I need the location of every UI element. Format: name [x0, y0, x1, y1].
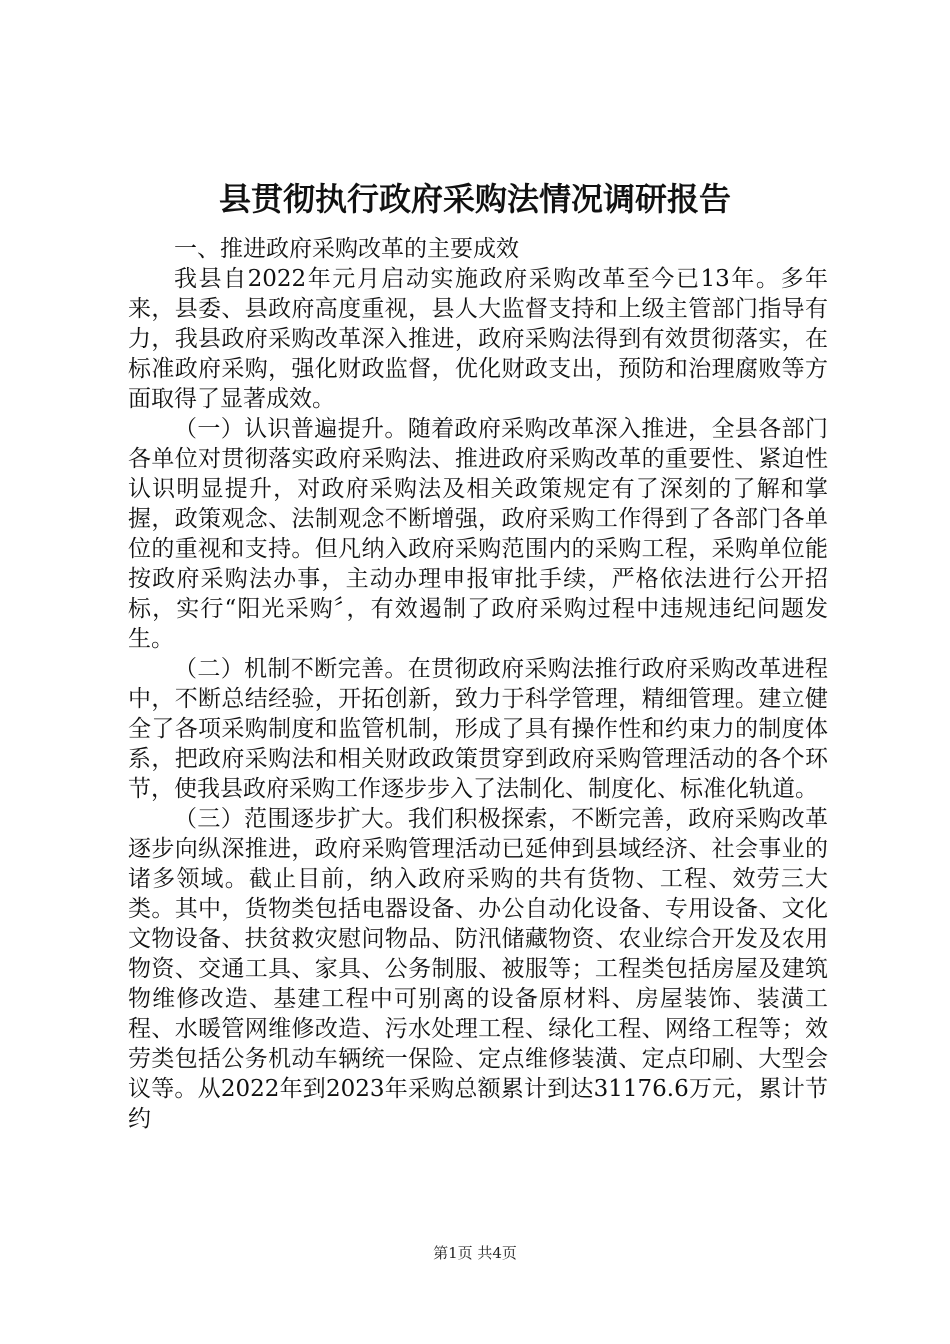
paragraph-scope: （三）范围逐步扩大。我们积极探索，不断完善，政府采购改革逐步向纵深推进，政府采购管理活动已延伸到县域经济、社会事业的诸多领域。截止目前，纳入政府采购的共有货物、工程、效劳三大类。其中，货物类包括电器设备、办公自动化设备、专用设备、文化文物设备、扶贫救灾慰问物品、防汛储藏物资、农业综合开发及农用物资、交通工具、家具、公务制服、被服等；工程类包括房屋及建筑物维修改造、基建工程中可别离的设备原材料、房屋装饰、装潢工程、水暖管网维修改造、污水处理工程、绿化工程、网络工程等；效劳类包括公务机动车辆统一保险、定点维修装潢、定点印刷、大型会议等。从2022年到2023年采购总额累计到达31176.6万元，累计节约: [128, 806, 828, 1132]
paragraph-mechanism: （二）机制不断完善。在贯彻政府采购法推行政府采购改革进程中，不断总结经验，开拓创新，致力于科学管理，精细管理。建立健全了各项采购制度和监管机制，形成了具有操作性和约束力的制度体系，把政府采购法和相关财政政策贯穿到政府采购管理活动的各个环节，使我县政府采购工作逐步步入了法制化、制度化、标准化轨道。: [128, 656, 828, 802]
page-footer: 第1页 共4页: [433, 1244, 517, 1262]
paragraph-intro: 我县自2022年元月启动实施政府采购改革至今已13年。多年来，县委、县政府高度重视，县人大监督支持和上级主管部门指导有力，我县政府采购改革深入推进，政府采购法得到有效贯彻落实，在标准政府采购，强化财政监督，优化财政支出，预防和治理腐败等方面取得了显著成效。: [128, 266, 828, 412]
paragraph-awareness: （一）认识普遍提升。随着政府采购改革深入推进，全县各部门各单位对贯彻落实政府采购法、推进政府采购改革的重要性、紧迫性认识明显提升，对政府采购法及相关政策规定有了深刻的了解和掌握，政策观念、法制观念不断增强，政府采购工作得到了各部门各单位的重视和支持。但凡纳入政府采购范围内的采购工程，采购单位能按政府采购法办事，主动办理申报审批手续，严格依法进行公开招标，实行“阳光采购〞，有效遏制了政府采购过程中违规违纪问题发生。: [128, 416, 828, 652]
section-heading: 一、推进政府采购改革的主要成效: [174, 236, 519, 262]
document-body: [128, 234, 828, 1134]
document-title: 县贯彻执行政府采购法情况调研报告: [218, 180, 731, 218]
